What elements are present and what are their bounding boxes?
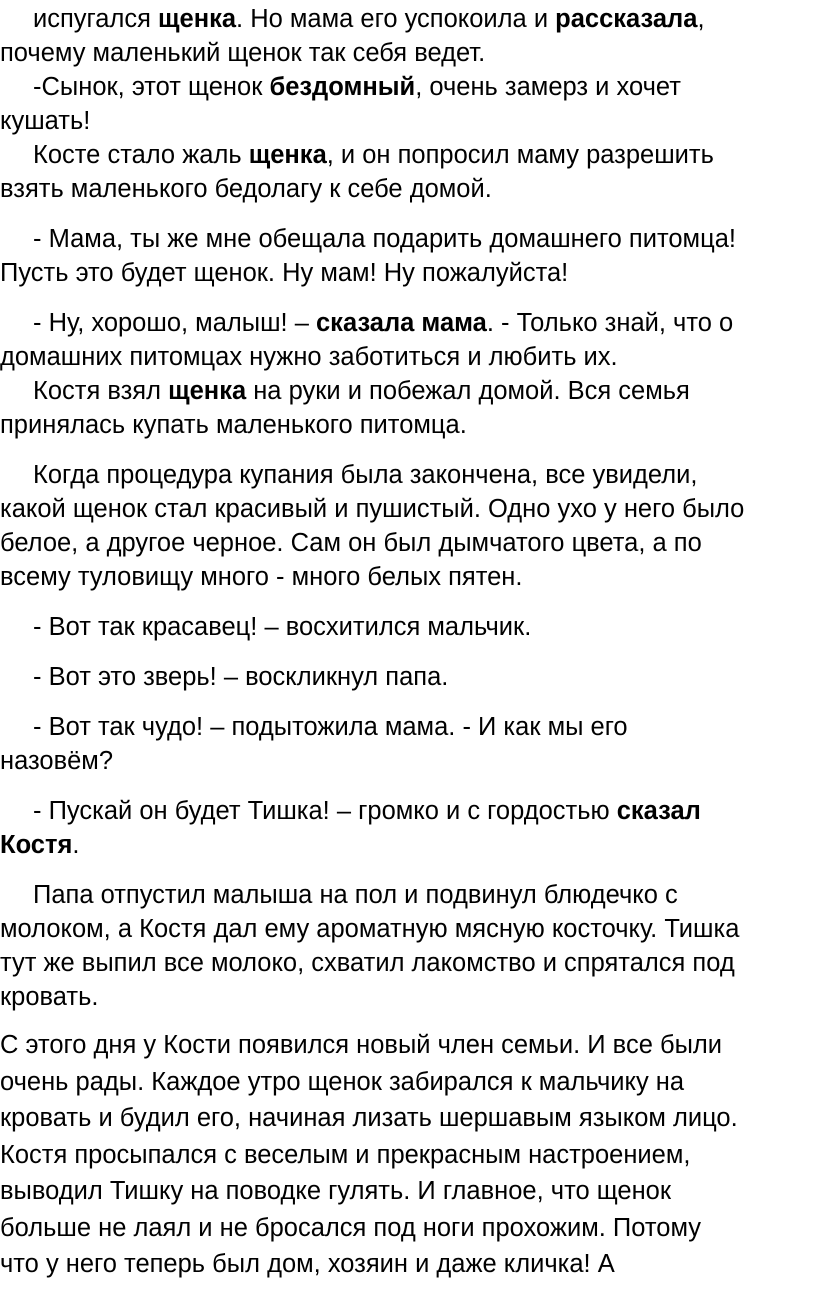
- paragraph-3: [0, 138, 812, 206]
- text-line: Когда процедура купания была закончена, все увидели,: [33, 461, 698, 489]
- paragraph-8: [0, 610, 812, 644]
- text-line: всему туловищу много - много белых пятен.: [0, 563, 523, 591]
- paragraph-4: [0, 222, 812, 290]
- bold-text: сказал: [616, 797, 701, 825]
- text-line: Пусть это будет щенок. Ну мам! Ну пожалуйста!: [0, 259, 569, 287]
- bold-text: Костя: [0, 831, 73, 859]
- text-line: Косте стало жаль щенка, и он попросил маму разрешить: [33, 141, 714, 169]
- text-line: -Сынок, этот щенок бездомный, очень замерз и хочет: [33, 73, 681, 101]
- bold-text: сказала мама: [316, 309, 487, 337]
- text-line: выводил Тишку на поводке гулять. И главное, что щенок: [0, 1177, 672, 1205]
- paragraph-11: [0, 794, 812, 862]
- bold-text: бездомный: [269, 73, 416, 101]
- bold-text: щенка: [158, 5, 237, 33]
- text-line: белое, а другое черное. Сам он был дымчатого цвета, а по: [0, 529, 702, 557]
- text-line: тут же выпил все молоко, схватил лакомство и спрятался под: [0, 949, 735, 977]
- paragraph-13: [0, 1027, 812, 1283]
- text-line: С этого дня у Кости появился новый член семьи. И все были: [0, 1031, 723, 1059]
- text-line: больше не лаял и не бросался под ноги прохожим. Потому: [0, 1213, 702, 1242]
- paragraph-10: [0, 710, 812, 778]
- text-line: - Вот это зверь! – воскликнул папа.: [33, 663, 449, 691]
- paragraph-1: [0, 2, 812, 70]
- text-line: назовём?: [0, 747, 114, 775]
- text-line: кровать.: [0, 983, 99, 1011]
- text-line: Костя взял щенка на руки и побежал домой. Вся семья: [33, 377, 690, 405]
- paragraph-7: [0, 458, 812, 594]
- text-line: очень рады. Каждое утро щенок забирался к мальчику на: [0, 1067, 685, 1096]
- paragraph-2: [0, 70, 812, 138]
- paragraph-5: [0, 306, 812, 374]
- text-line: - Ну, хорошо, малыш! – сказала мама. - Только знай, что о: [33, 309, 734, 337]
- text-line: кровать и будил его, начиная лизать шершавым языком лицо.: [0, 1104, 738, 1132]
- text-line: - Пускай он будет Тишка! – громко и с гордостью сказал: [33, 797, 701, 825]
- text-line: кушать!: [0, 107, 91, 135]
- text-line: Костя.: [0, 831, 80, 859]
- text-line: взять маленького бедолагу к себе домой.: [0, 175, 492, 203]
- paragraph-12: [0, 878, 812, 1014]
- text-line: какой щенок стал красивый и пушистый. Одно ухо у него было: [0, 495, 745, 523]
- text-line: молоком, а Костя дал ему ароматную мясную косточку. Тишка: [0, 915, 740, 943]
- bold-text: щенка: [248, 141, 327, 169]
- text-line: Папа отпустил малыша на пол и подвинул блюдечко с: [33, 881, 678, 909]
- text-line: домашних питомцах нужно заботиться и любить их.: [0, 343, 618, 371]
- text-line: - Мама, ты же мне обещала подарить домашнего питомца!: [33, 225, 736, 253]
- bold-text: рассказала: [555, 5, 698, 33]
- text-line: принялась купать маленького питомца.: [0, 411, 467, 439]
- text-line: что у него теперь был дом, хозяин и даже кличка! А: [0, 1250, 615, 1278]
- text-line: Костя просыпался с веселым и прекрасным настроением,: [0, 1140, 691, 1169]
- text-line: - Вот так красавец! – восхитился мальчик.: [33, 613, 532, 641]
- bold-text: щенка: [168, 377, 247, 405]
- paragraph-9: [0, 660, 812, 694]
- text-line: почему маленький щенок так себя ведет.: [0, 39, 486, 67]
- paragraph-6: [0, 374, 812, 442]
- text-line: испугался щенка. Но мама его успокоила и рассказала,: [33, 5, 705, 33]
- text-line: - Вот так чудо! – подытожила мама. - И как мы его: [33, 713, 628, 741]
